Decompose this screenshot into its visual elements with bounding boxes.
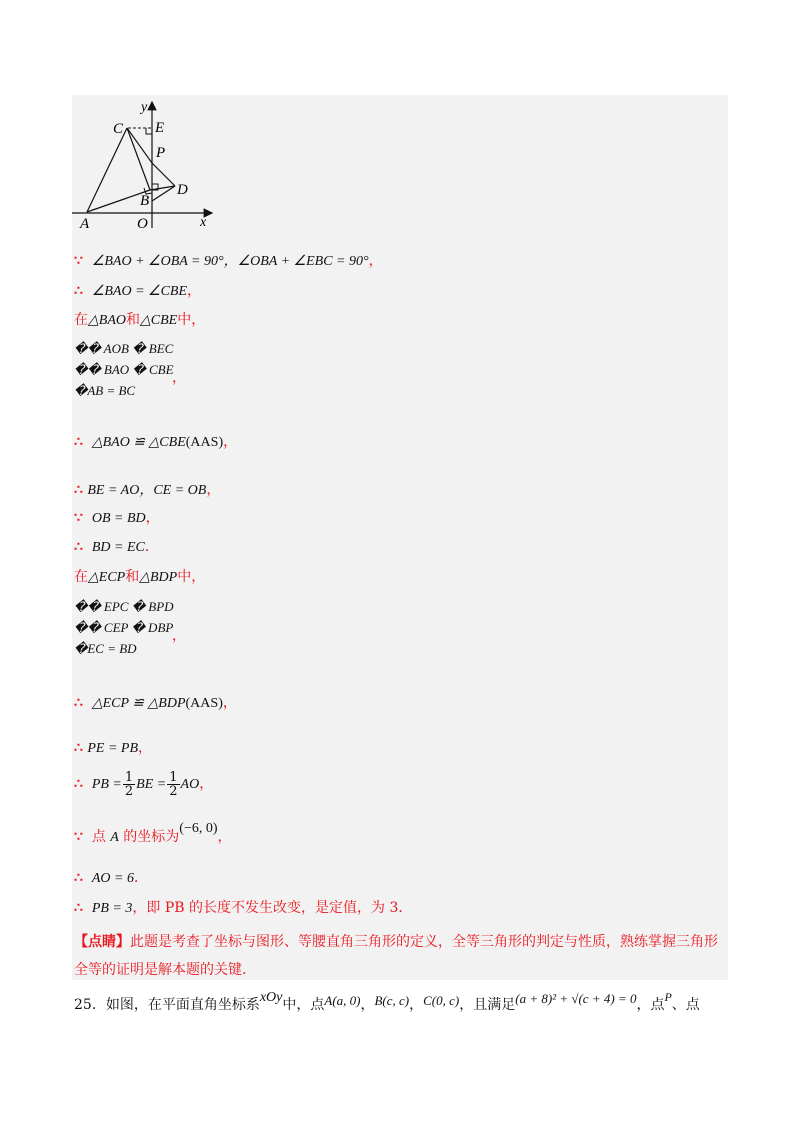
line-14: ∵ 点 A 的坐标为(−6, 0)， (74, 821, 232, 845)
label-O: O (137, 216, 148, 232)
label-E: E (155, 120, 165, 136)
label-y: y (141, 100, 148, 115)
label-D: D (177, 182, 188, 198)
line-1: ∵ ∠BAO + ∠OBA = 90°，∠OBA + ∠EBC = 90°， (74, 253, 383, 269)
label-B: B (140, 193, 150, 209)
comment-paragraph: 【点睛】此题是考查了坐标与图形、等腰直角三角形的定义，全等三角形的判定与性质，熟练掌握三角形 全等的证明是解本题的关键． (74, 934, 718, 978)
geometry-figure (72, 98, 222, 233)
label-A: A (80, 216, 90, 232)
line-16: ∴ PB = 3，即 PB 的长度不发生改变，是定值，为 3． (74, 900, 413, 916)
line-9: 在△ECP和△BDP中， (74, 569, 206, 585)
condition-block-1-tail: ， (172, 370, 186, 386)
line-8: ∴ BD = EC． (74, 539, 159, 555)
label-P: P (156, 145, 166, 161)
line-15: ∴ AO = 6． (74, 870, 148, 886)
line-2: ∴ ∠BAO = ∠CBE， (74, 283, 202, 299)
label-C: C (113, 121, 124, 137)
line-3: 在△BAO和△CBE中， (74, 312, 206, 328)
line-6: ∴ BE = AO，CE = OB， (74, 482, 221, 498)
condition-block-2-tail: ， (172, 628, 186, 644)
condition-block-2: �� EPC � BPD �� CEP � DBP �EC = BD (74, 599, 174, 656)
question-25: 25．如图，在平面直角坐标系xOy中，点A(a, 0)，B(c, c)，C(0, c)，且满足(a + 8)² + √(c + 4) = 0，点P、点 (74, 990, 700, 1013)
line-7: ∵ OB = BD， (74, 510, 160, 526)
label-x: x (200, 215, 207, 230)
line-11: ∴ △ECP ≌ △BDP(AAS)， (74, 695, 237, 711)
line-5: ∴ △BAO ≌ △CBE(AAS)， (74, 434, 238, 450)
line-12: ∴ PE = PB， (74, 740, 153, 756)
line-13: ∴ PB = $\frac{1}{2}$ BE = $\frac{1}{2}$ AO， (74, 769, 214, 799)
comment-tag: 【点睛】 (74, 934, 130, 950)
condition-block-1: �� AOB � BEC �� BAO � CBE �AB = BC (74, 341, 174, 398)
